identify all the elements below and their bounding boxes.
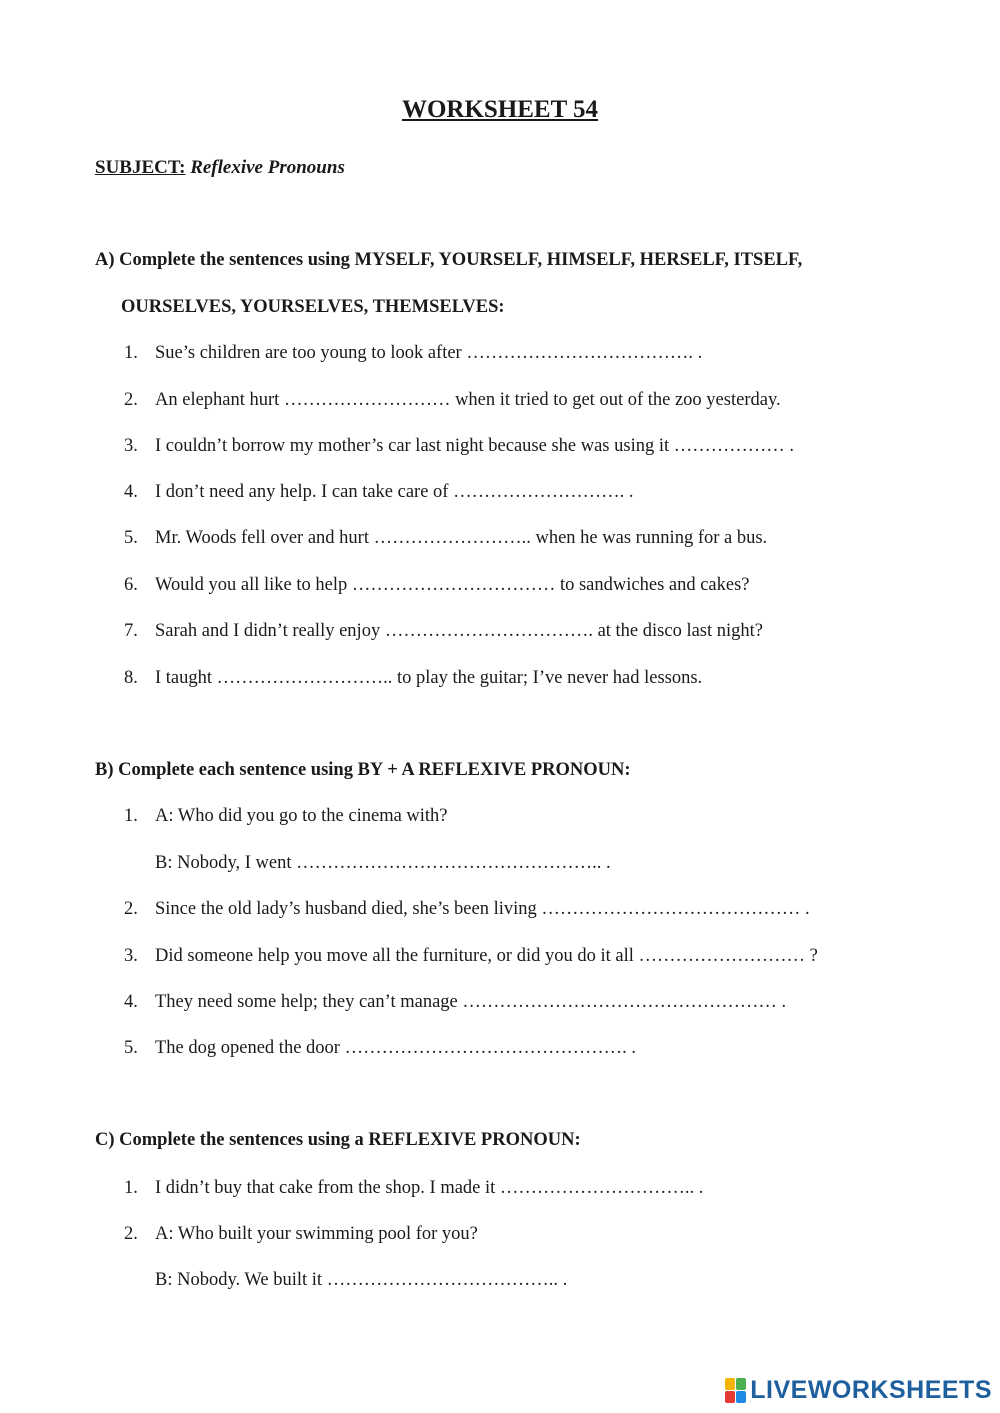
item-number: 4. bbox=[124, 482, 138, 502]
liveworksheets-logo[interactable] bbox=[725, 1377, 992, 1403]
section-b-item-1-reply: B: Nobody, I went ………………………………………….. . bbox=[155, 853, 611, 873]
item-text: I don’t need any help. I can take care of ………………………. . bbox=[155, 482, 634, 502]
section-a-item-3 bbox=[124, 436, 794, 457]
section-b-heading: B) Complete each sentence using BY + A REFLEXIVE PRONOUN: bbox=[95, 760, 631, 780]
item-text: A: Who built your swimming pool for you? bbox=[155, 1224, 478, 1244]
item-number: 8. bbox=[124, 668, 138, 688]
item-text: The dog opened the door ………………………………………. . bbox=[155, 1038, 636, 1058]
item-number: 3. bbox=[124, 436, 138, 456]
item-number: 5. bbox=[124, 1038, 138, 1058]
item-number: 2. bbox=[124, 390, 138, 410]
section-a-item-1 bbox=[124, 343, 702, 364]
item-number: 5. bbox=[124, 528, 138, 548]
item-number: 1. bbox=[124, 1178, 138, 1198]
section-c-item-2 bbox=[124, 1224, 478, 1245]
item-text: Would you all like to help …………………………… to sandwiches and cakes? bbox=[155, 575, 750, 595]
section-b-item-1 bbox=[124, 806, 448, 827]
item-text: I couldn’t borrow my mother’s car last night because she was using it ……………… . bbox=[155, 436, 794, 456]
section-c-item-2-reply: B: Nobody. We built it ……………………………….. . bbox=[155, 1270, 568, 1290]
item-number: 3. bbox=[124, 946, 138, 966]
section-a-heading: A) Complete the sentences using MYSELF, YOURSELF, HIMSELF, HERSELF, ITSELF, bbox=[95, 250, 803, 270]
item-text: Since the old lady’s husband died, she’s been living …………………………………… . bbox=[155, 899, 810, 919]
section-a-item-6 bbox=[124, 575, 750, 596]
item-number: 1. bbox=[124, 343, 138, 363]
item-text: Sarah and I didn’t really enjoy ……………………………. at the disco last night? bbox=[155, 621, 763, 641]
subject-value: Reflexive Pronouns bbox=[190, 157, 345, 178]
badge-square bbox=[725, 1378, 735, 1390]
subject-line bbox=[95, 157, 345, 179]
section-c-heading: C) Complete the sentences using a REFLEXIVE PRONOUN: bbox=[95, 1130, 581, 1150]
section-b-item-4 bbox=[124, 992, 786, 1013]
logo-text: LIVEWORKSHEETS bbox=[750, 1375, 992, 1404]
section-a-item-2 bbox=[124, 390, 781, 411]
subject-label: SUBJECT: bbox=[95, 157, 186, 178]
section-b-item-3 bbox=[124, 946, 818, 967]
item-text: A: Who did you go to the cinema with? bbox=[155, 806, 448, 826]
item-number: 2. bbox=[124, 899, 138, 919]
section-c-item-1 bbox=[124, 1178, 703, 1199]
section-a-item-8 bbox=[124, 668, 702, 689]
section-b-item-2 bbox=[124, 899, 810, 920]
item-text: Sue’s children are too young to look after ………………………………. . bbox=[155, 343, 703, 363]
item-text: Did someone help you move all the furniture, or did you do it all ……………………… ? bbox=[155, 946, 818, 966]
logo-badge-icon bbox=[725, 1378, 746, 1403]
badge-square bbox=[736, 1391, 746, 1403]
item-text: They need some help; they can’t manage …………………………………………… . bbox=[155, 992, 787, 1012]
section-a-item-4 bbox=[124, 482, 633, 503]
section-a-item-7 bbox=[124, 621, 763, 642]
section-a-heading-cont: OURSELVES, YOURSELVES, THEMSELVES: bbox=[121, 297, 505, 317]
section-b-item-5 bbox=[124, 1038, 636, 1059]
item-number: 7. bbox=[124, 621, 138, 641]
item-number: 1. bbox=[124, 806, 138, 826]
badge-square bbox=[725, 1391, 735, 1403]
badge-square bbox=[736, 1378, 746, 1390]
page-title: WORKSHEET 54 bbox=[401, 96, 599, 123]
item-number: 6. bbox=[124, 575, 138, 595]
item-text: I taught ……………………….. to play the guitar; I’ve never had lessons. bbox=[155, 668, 703, 688]
section-a-item-5 bbox=[124, 528, 767, 549]
item-text: Mr. Woods fell over and hurt …………………….. when he was running for a bus. bbox=[155, 528, 768, 548]
item-number: 4. bbox=[124, 992, 138, 1012]
item-text: I didn’t buy that cake from the shop. I made it ………………………….. . bbox=[155, 1178, 704, 1198]
item-number: 2. bbox=[124, 1224, 138, 1244]
item-text: An elephant hurt ……………………… when it tried to get out of the zoo yesterday. bbox=[155, 390, 781, 410]
